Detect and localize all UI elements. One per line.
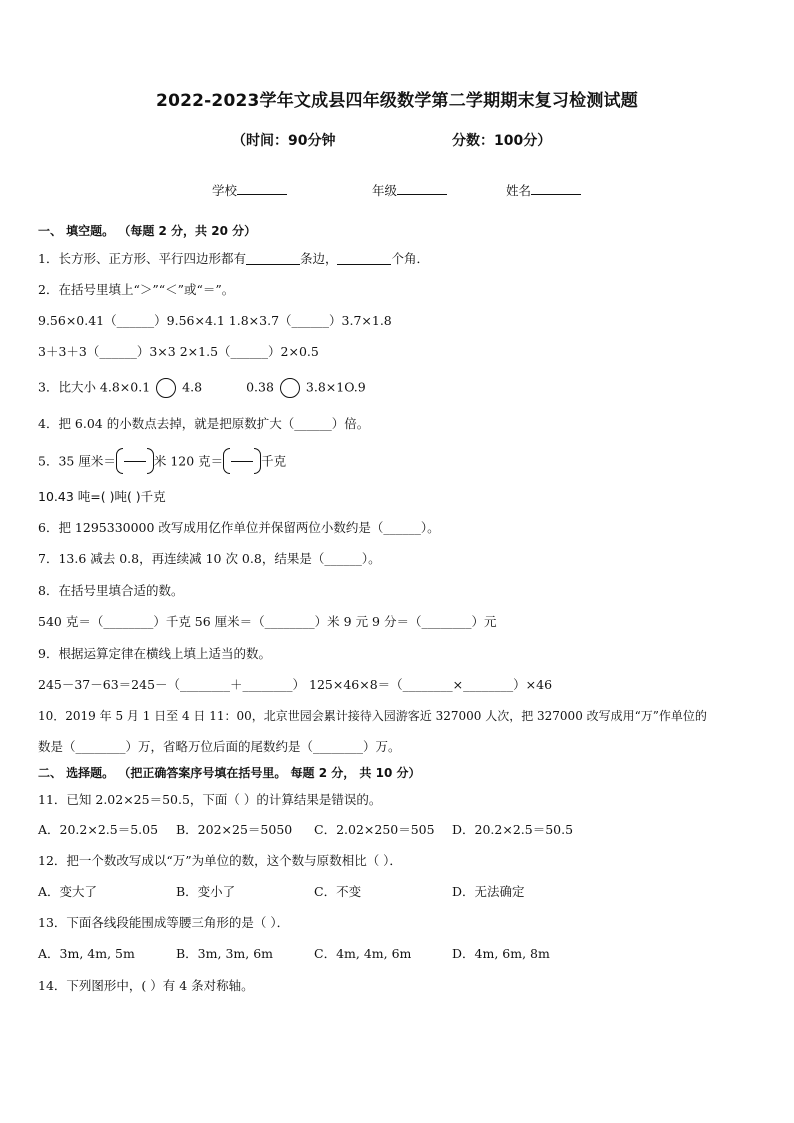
question-7: 7．13.6 减去 0.8，再连续减 10 次 0.8，结果是（______）。 — [38, 551, 381, 566]
q11-option-b[interactable]: B．202×25＝5050 — [176, 822, 293, 837]
question-8: 8．在括号里填合适的数。 — [38, 583, 184, 598]
q12-option-b[interactable]: B．变小了 — [176, 884, 236, 899]
q1-blank-1[interactable] — [246, 251, 300, 265]
name-blank[interactable] — [531, 180, 581, 195]
q5-text-b: 米 120 克＝ — [153, 453, 224, 469]
q5-text-c: 千克 — [261, 453, 287, 469]
name-label: 姓名 — [506, 183, 532, 198]
time-label: （时间：90分钟 — [232, 133, 336, 149]
q3-text-d: 3.8×1O.9 — [305, 379, 366, 395]
question-12: 12．把一个数改写成以“万”为单位的数，这个数与原数相比（ ）． — [38, 853, 402, 868]
question-2-row-2: 3＋3＋3（______）3×3 2×1.5（______）2×0.5 — [38, 344, 319, 359]
q12-option-a[interactable]: A．变大了 — [38, 884, 98, 899]
school-field — [212, 180, 287, 199]
question-5 — [38, 448, 286, 476]
q5-fraction-1[interactable] — [116, 448, 154, 476]
question-5-row-2: 10.43 吨=( )吨( )千克 — [38, 489, 166, 504]
section-2-heading: 二、 选择题。 （把正确答案序号填在括号里。 每题 2 分， 共 10 分） — [38, 766, 421, 780]
school-blank[interactable] — [237, 180, 287, 195]
q1-text-b: 条边， — [299, 251, 338, 266]
q3-text-b: 4.8 — [182, 379, 203, 395]
q11-option-c[interactable]: C．2.02×250＝505 — [314, 822, 435, 837]
grade-field — [372, 180, 447, 199]
question-10-line-2: 数是（________）万，省略万位后面的尾数约是（________）万。 — [38, 739, 401, 754]
exam-title: 2022-2023学年文成县四年级数学第二学期期末复习检测试题 — [156, 91, 638, 111]
question-1 — [38, 250, 429, 268]
q1-text-a: 1．长方形、正方形、平行四边形都有 — [38, 251, 246, 266]
q11-option-d[interactable]: D．20.2×2.5＝50.5 — [452, 822, 574, 837]
q13-option-d[interactable]: D．4m, 6m, 8m — [452, 946, 550, 961]
question-3 — [38, 378, 366, 398]
q3-text-a: 3．比大小 4.8×0.1 — [38, 379, 151, 395]
section-1-heading: 一、 填空题。 （每题 2 分，共 20 分） — [38, 224, 257, 238]
question-6: 6．把 1295330000 改写成用亿作单位并保留两位小数约是（______）。 — [38, 520, 440, 535]
question-9-row-1: 245－37－63＝245－（________＋________） 125×46×8＝（________×________）×46 — [38, 677, 553, 692]
q12-option-c[interactable]: C．不变 — [314, 884, 362, 899]
grade-label: 年级 — [372, 183, 398, 198]
q12-option-d[interactable]: D．无法确定 — [452, 884, 525, 899]
question-2-row-1: 9.56×0.41（______）9.56×4.1 1.8×3.7（______）3.7×1.8 — [38, 313, 392, 328]
question-4: 4．把 6.04 的小数点去掉，就是把原数扩大（______）倍。 — [38, 416, 370, 431]
q1-text-c: 个角． — [391, 251, 429, 266]
question-13: 13．下面各线段能围成等腰三角形的是（ ）． — [38, 915, 290, 930]
question-14: 14．下列图形中，( ）有 4 条对称轴。 — [38, 978, 254, 993]
question-11: 11．已知 2.02×25＝50.5，下面（ ）的计算结果是错误的。 — [38, 792, 382, 807]
school-label: 学校 — [212, 183, 238, 198]
q1-blank-2[interactable] — [337, 251, 391, 265]
q11-option-a[interactable]: A．20.2×2.5＝5.05 — [38, 822, 159, 837]
q3-circle-2[interactable] — [280, 378, 300, 398]
name-field — [506, 180, 581, 199]
question-8-row-1: 540 克＝（________）千克 56 厘米＝（________）米 9 元 9 分＝（________）元 — [38, 614, 497, 629]
question-9: 9．根据运算定律在横线上填上适当的数。 — [38, 646, 271, 661]
q5-text-a: 5．35 厘米＝ — [38, 453, 116, 469]
score-label: 分数：100分） — [452, 133, 552, 149]
q5-fraction-2[interactable] — [223, 448, 261, 476]
q3-text-c: 0.38 — [246, 379, 274, 395]
q13-option-c[interactable]: C．4m, 4m, 6m — [314, 946, 412, 961]
grade-blank[interactable] — [397, 180, 447, 195]
q13-option-a[interactable]: A．3m, 4m, 5m — [38, 946, 135, 961]
question-2: 2．在括号里填上“＞”“＜”或“＝”。 — [38, 282, 235, 297]
question-10-line-1: 10．2019 年 5 月 1 日至 4 日 11：00，北京世园会累计接待入园游客近 327000 人次，把 327000 改写成用“万”作单位的 — [38, 709, 707, 723]
q13-option-b[interactable]: B．3m, 3m, 6m — [176, 946, 273, 961]
q3-circle-1[interactable] — [156, 378, 176, 398]
